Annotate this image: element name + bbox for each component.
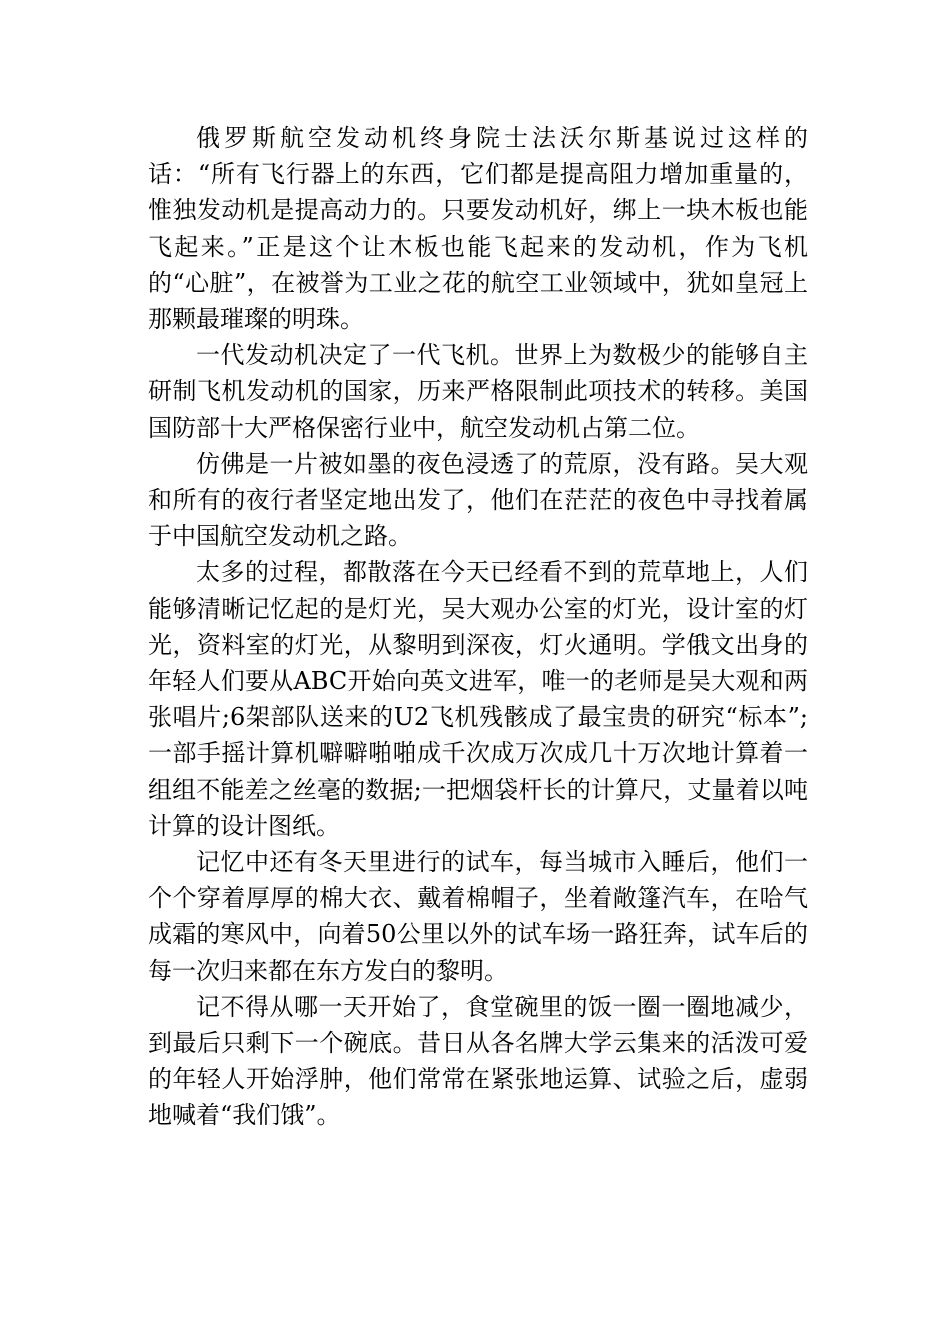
document-body — [148, 120, 808, 1134]
paragraph-5: 记忆中还有冬天里进行的试车，每当城市入睡后，他们一个个穿着厚厚的棉大衣、戴着棉帽子，坐着敞篷汽车，在哈气成霜的寒风中，向着50公里以外的试车场一路狂奔，试车后的每一次归来都在东方发白的黎明。 — [148, 848, 808, 985]
paragraph-2: 一代发动机决定了一代飞机。世界上为数极少的能够自主研制飞机发动机的国家，历来严格限制此项技术的转移。美国国防部十大严格保密行业中，航空发动机占第二位。 — [148, 341, 808, 442]
paragraph-4: 太多的过程，都散落在今天已经看不到的荒草地上，人们能够清晰记忆起的是灯光，吴大观办公室的灯光，设计室的灯光，资料室的灯光，从黎明到深夜，灯火通明。学俄文出身的年轻人们要从ABC开始向英文进军，唯一的老师是吴大观和两张唱片;6架部队送来的U2飞机残骸成了最宝贵的研究“标本”;一部手摇计算机噼噼啪啪成千次成万次成几十万次地计算着一组组不能差之丝毫的数据;一把烟袋杆长的计算尺，丈量着以吨计算的设计图纸。 — [148, 558, 808, 840]
paragraph-1: 俄罗斯航空发动机终身院士法沃尔斯基说过这样的话：“所有飞行器上的东西，它们都是提高阻力增加重量的，惟独发动机是提高动力的。只要发动机好，绑上一块木板也能飞起来。”正是这个让木板也能飞起来的发动机，作为飞机的“心脏”，在被誉为工业之花的航空工业领域中，犹如皇冠上那颗最璀璨的明珠。 — [148, 124, 808, 334]
paragraph-3: 仿佛是一片被如墨的夜色浸透了的荒原，没有路。吴大观和所有的夜行者坚定地出发了，他们在茫茫的夜色中寻找着属于中国航空发动机之路。 — [148, 449, 808, 551]
paragraph-6: 记不得从哪一天开始了，食堂碗里的饭一圈一圈地减少，到最后只剩下一个碗底。昔日从各名牌大学云集来的活泼可爱的年轻人开始浮肿，他们常常在紧张地运算、试验之后，虚弱地喊着“我们饿”。 — [148, 992, 808, 1130]
